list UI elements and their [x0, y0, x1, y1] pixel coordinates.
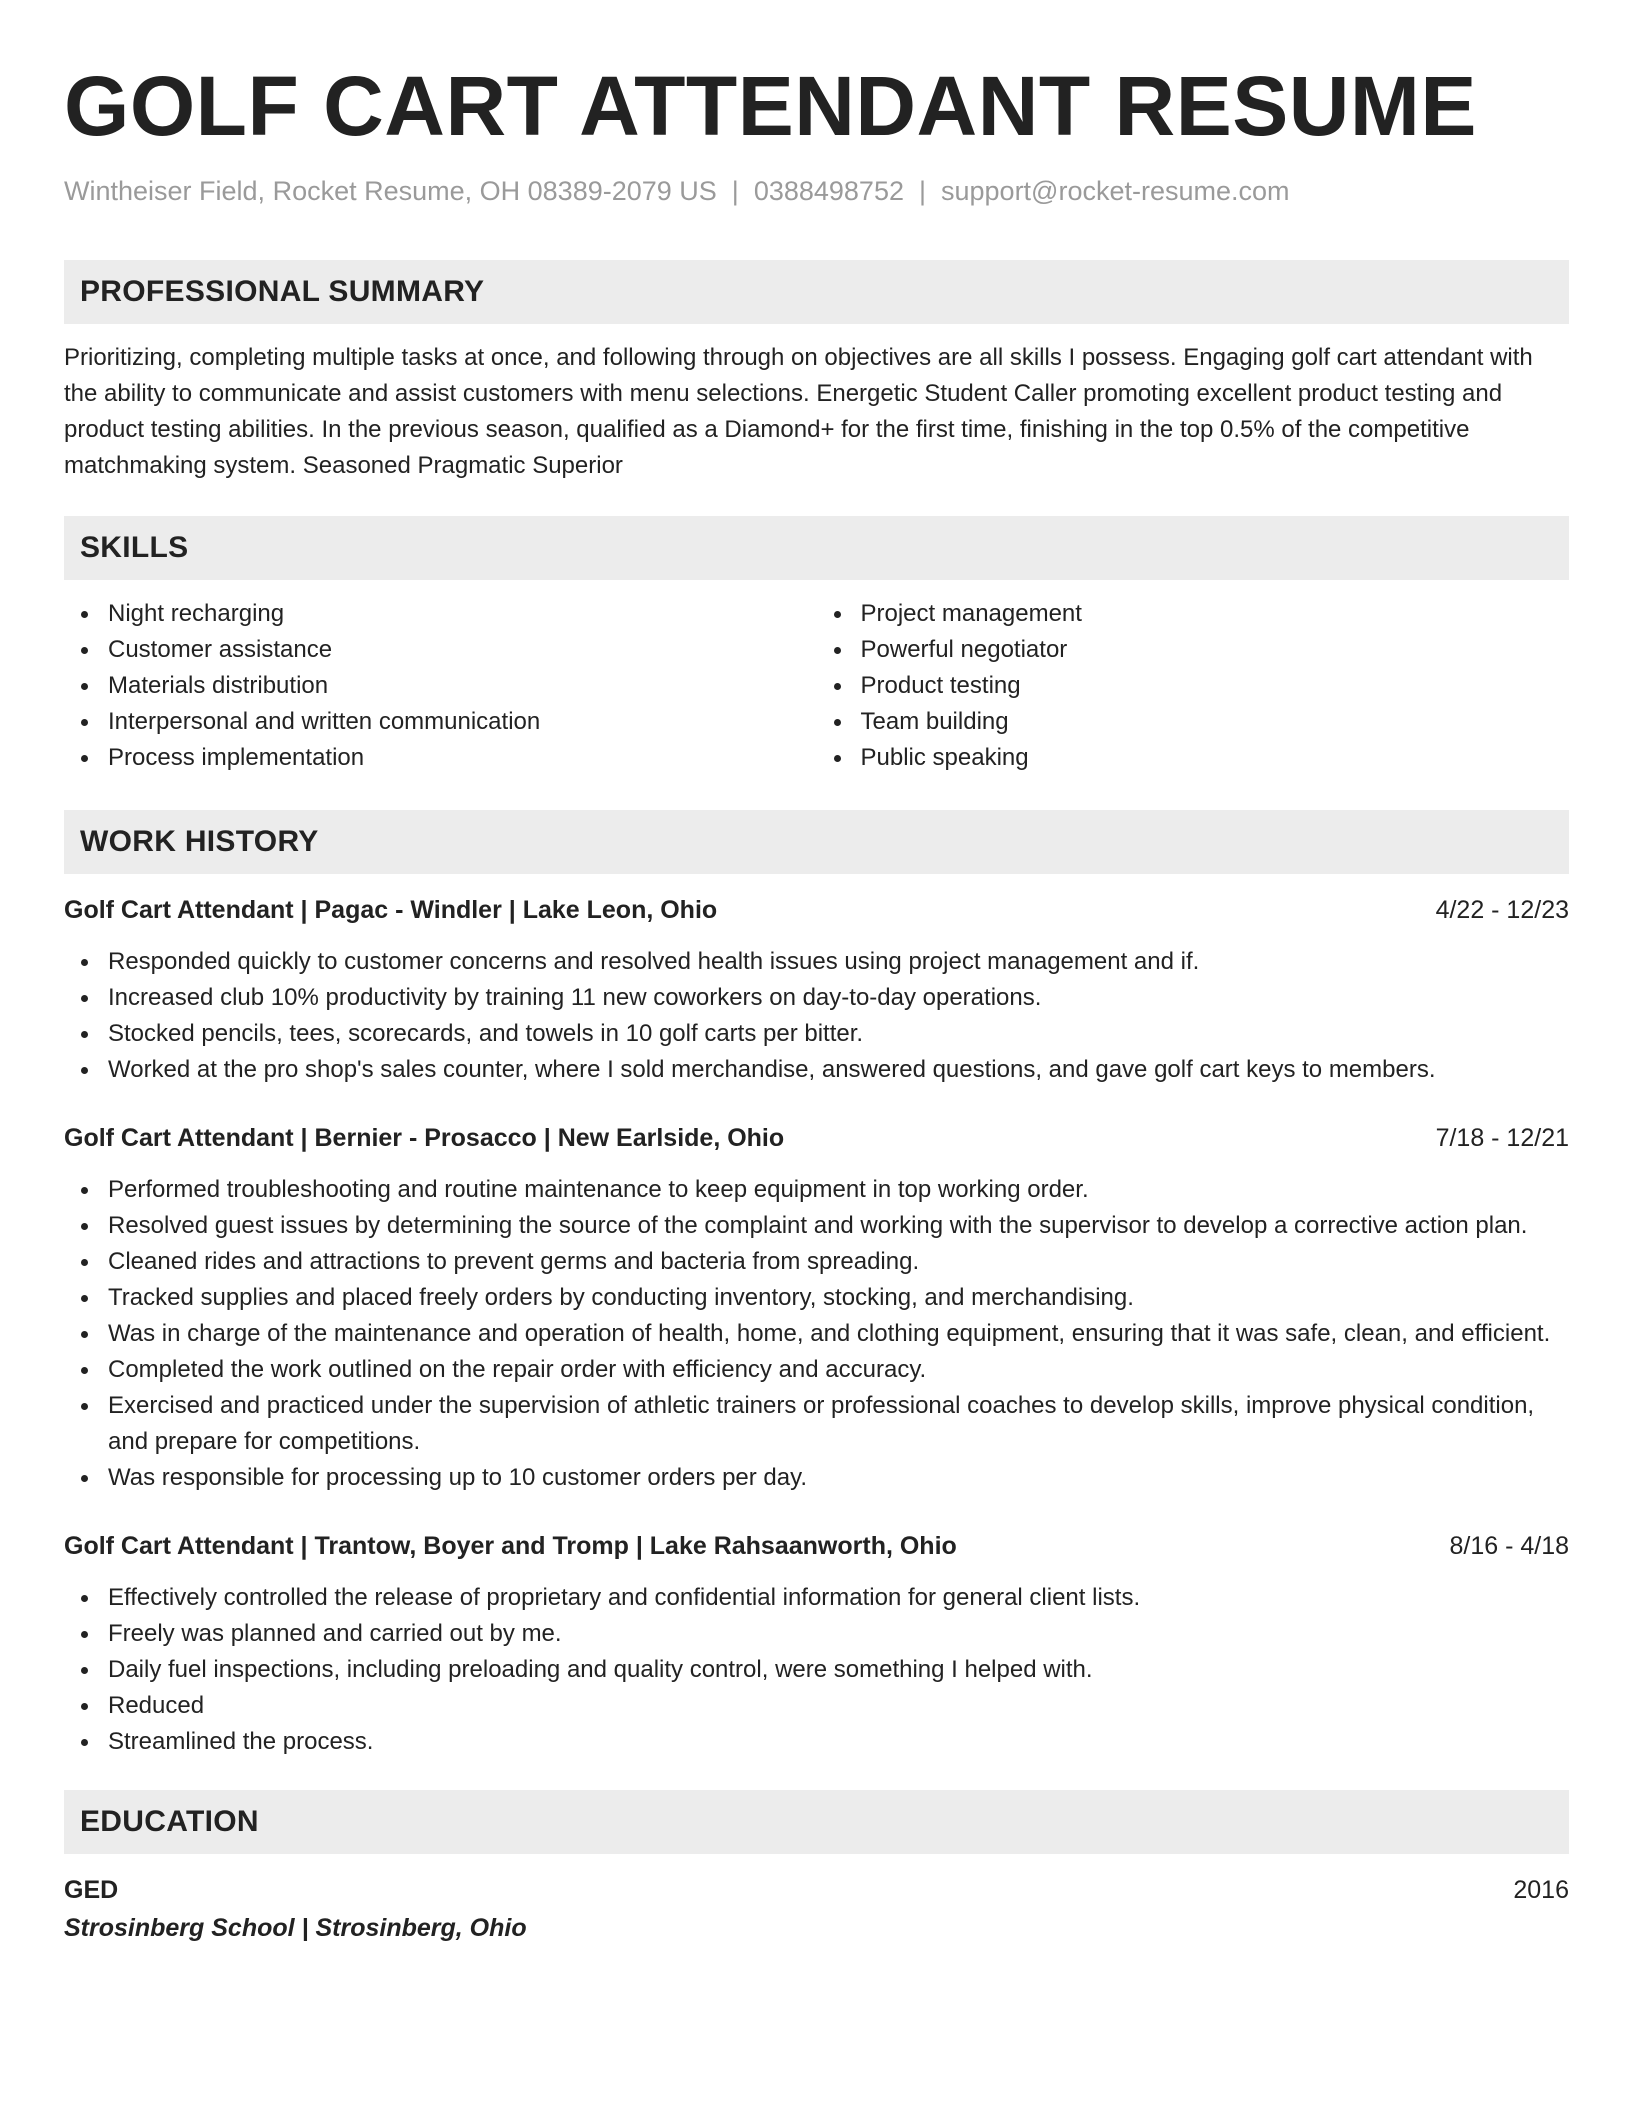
job-bullet: Cleaned rides and attractions to prevent germs and bacteria from spreading.	[64, 1244, 1559, 1280]
job-entry	[64, 1528, 1569, 1760]
education-degree: GED	[64, 1876, 119, 1904]
job-bullet: Reduced	[64, 1688, 1559, 1724]
skill-item: Public speaking	[817, 740, 1570, 776]
job-bullet: Exercised and practiced under the supervision of athletic trainers or professional coaches to develop skills, improve physical condition, and prepare for competitions.	[64, 1388, 1559, 1460]
job-bullet: Effectively controlled the release of proprietary and confidential information for general client lists.	[64, 1580, 1559, 1616]
section-header-education: EDUCATION	[64, 1790, 1569, 1854]
job-bullet: Streamlined the process.	[64, 1724, 1559, 1760]
job-bullet: Was responsible for processing up to 10 customer orders per day.	[64, 1460, 1559, 1496]
job-bullet: Completed the work outlined on the repair order with efficiency and accuracy.	[64, 1352, 1559, 1388]
skills-column-right	[817, 596, 1570, 776]
contact-separator: |	[731, 176, 739, 206]
skill-item: Project management	[817, 596, 1570, 632]
skill-item: Materials distribution	[64, 668, 817, 704]
skill-item: Product testing	[817, 668, 1570, 704]
resume-title: GOLF CART ATTENDANT RESUME	[64, 59, 1477, 153]
job-entry	[64, 892, 1569, 1088]
skills-grid	[64, 596, 1569, 776]
contact-phone: 0388498752	[753, 176, 904, 206]
job-bullet: Resolved guest issues by determining the source of the complaint and working with the supervisor to develop a corrective action plan.	[64, 1208, 1559, 1244]
skill-item: Interpersonal and written communication	[64, 704, 817, 740]
job-bullet: Increased club 10% productivity by training 11 new coworkers on day-to-day operations.	[64, 980, 1559, 1016]
job-title: Golf Cart Attendant | Pagac - Windler | Lake Leon, Ohio	[64, 896, 718, 924]
job-header	[64, 1528, 1569, 1564]
education-school: Strosinberg School | Strosinberg, Ohio	[64, 1914, 527, 1942]
job-title: Golf Cart Attendant | Trantow, Boyer and Tromp | Lake Rahsaanworth, Ohio	[64, 1532, 957, 1560]
job-dates: 7/18 - 12/21	[1435, 1124, 1569, 1152]
job-bullet: Daily fuel inspections, including preloading and quality control, were something I helped with.	[64, 1652, 1559, 1688]
skills-column-left	[64, 596, 817, 776]
job-header	[64, 892, 1569, 928]
job-bullets	[64, 944, 1569, 1088]
skill-item: Process implementation	[64, 740, 817, 776]
summary-text: Prioritizing, completing multiple tasks at once, and following through on objectives are all skills I possess. Engaging golf cart attendant with the ability to communicate and assist customers with menu selections. Energetic Student Caller promoting excellent product testing and product testing abilities. In the previous season, qualified as a Diamond+ for the first time, finishing in the top 0.5% of the competitive matchmaking system. Seasoned Pragmatic Superior	[64, 344, 1533, 479]
job-bullet: Tracked supplies and placed freely orders by conducting inventory, stocking, and merchandising.	[64, 1280, 1559, 1316]
job-bullet: Worked at the pro shop's sales counter, where I sold merchandise, answered questions, and gave golf cart keys to members.	[64, 1052, 1559, 1088]
skill-item: Customer assistance	[64, 632, 817, 668]
job-bullets	[64, 1580, 1569, 1760]
section-header-summary: PROFESSIONAL SUMMARY	[64, 260, 1569, 324]
job-bullet: Stocked pencils, tees, scorecards, and towels in 10 golf carts per bitter.	[64, 1016, 1559, 1052]
job-bullet: Performed troubleshooting and routine maintenance to keep equipment in top working order.	[64, 1172, 1559, 1208]
job-bullet: Responded quickly to customer concerns and resolved health issues using project management and if.	[64, 944, 1559, 980]
job-bullet: Was in charge of the maintenance and operation of health, home, and clothing equipment, ensuring that it was safe, clean, and efficient.	[64, 1316, 1559, 1352]
job-title: Golf Cart Attendant | Bernier - Prosacco | New Earlside, Ohio	[64, 1124, 785, 1152]
contact-separator: |	[918, 176, 926, 206]
job-entry	[64, 1120, 1569, 1496]
education-header	[64, 1872, 1569, 1908]
education-year: 2016	[1513, 1876, 1569, 1904]
contact-address: Wintheiser Field, Rocket Resume, OH 08389-2079 US	[64, 176, 717, 206]
job-dates: 8/16 - 4/18	[1449, 1532, 1569, 1560]
job-dates: 4/22 - 12/23	[1435, 896, 1569, 924]
skill-item: Team building	[817, 704, 1570, 740]
contact-email: support@rocket-resume.com	[941, 176, 1290, 206]
job-bullets	[64, 1172, 1569, 1496]
skill-item: Night recharging	[64, 596, 817, 632]
job-header	[64, 1120, 1569, 1156]
contact-line	[64, 174, 1569, 208]
job-bullet: Freely was planned and carried out by me.	[64, 1616, 1559, 1652]
section-header-work-history: WORK HISTORY	[64, 810, 1569, 874]
section-header-skills: SKILLS	[64, 516, 1569, 580]
skill-item: Powerful negotiator	[817, 632, 1570, 668]
